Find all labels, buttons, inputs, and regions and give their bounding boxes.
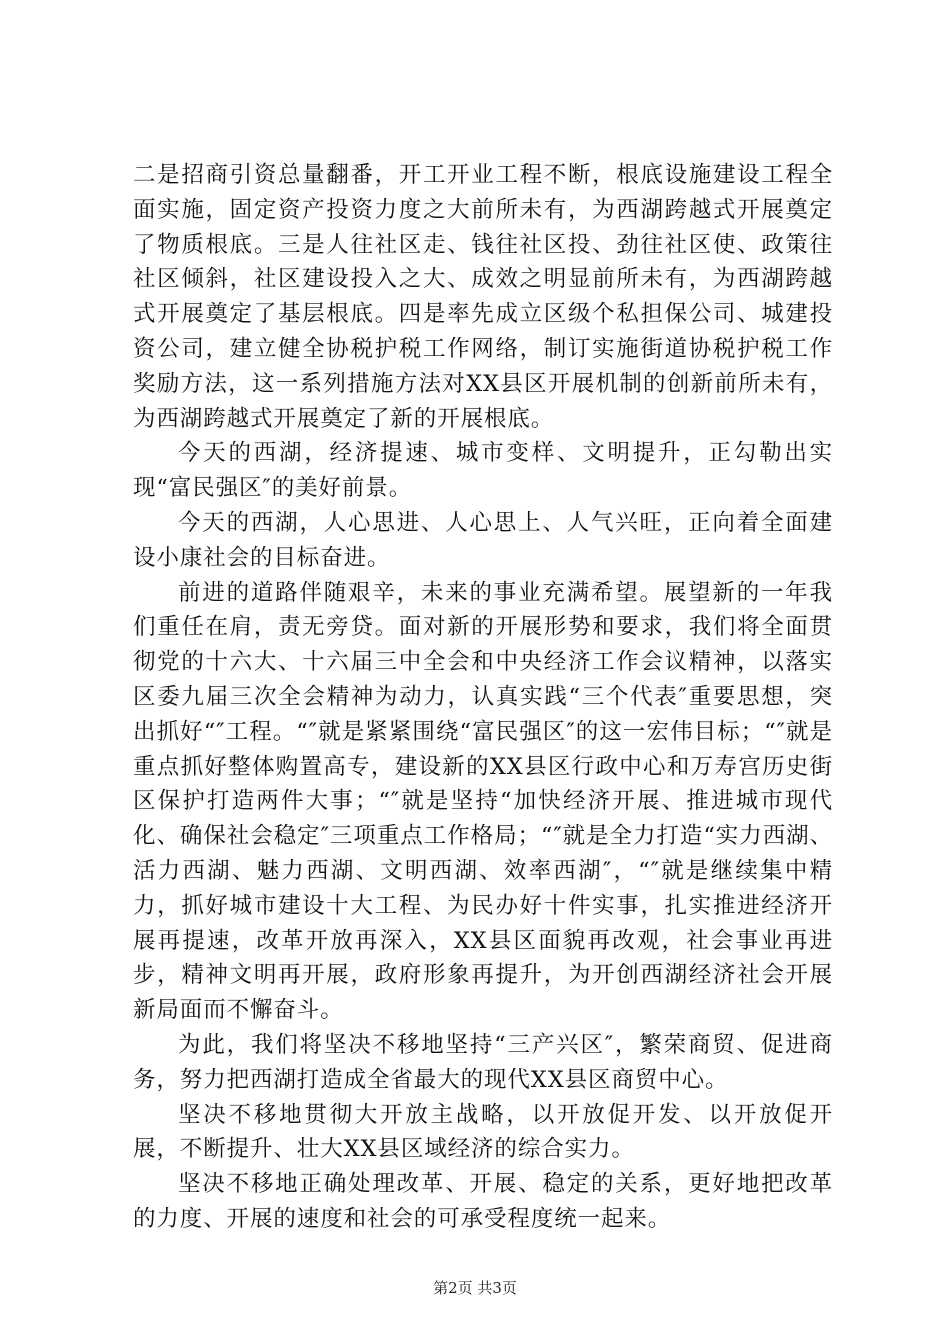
paragraph: 坚决不移地贯彻大开放主战略，以开放促开发、以开放促开展，不断提升、壮大XX县区域经济的综合实力。 bbox=[133, 1101, 833, 1163]
paragraph: 二是招商引资总量翻番，开工开业工程不断，根底设施建设工程全面实施，固定资产投资力度之大前所未有，为西湖跨越式开展奠定了物质根底。三是人往社区走、钱往社区投、劲往社区使、政策往社区倾斜，社区建设投入之大、成效之明显前所未有，为西湖跨越式开展奠定了基层根底。四是率先成立区级个私担保公司、城建投资公司，建立健全协税护税工作网络，制订实施街道协税护税工作奖励方法，这一系列措施方法对XX县区开展机制的创新前所未有，为西湖跨越式开展奠定了新的开展根底。 bbox=[133, 162, 833, 432]
paragraph: 前进的道路伴随艰辛，未来的事业充满希望。展望新的一年我们重任在肩，责无旁贷。面对新的开展形势和要求，我们将全面贯彻党的十六大、十六届三中全会和中央经济工作会议精神，以落实区委九届三次全会精神为动力，认真实践“三个代表″重要思想，突出抓好“″工程。“″就是紧紧围绕“富民强区″的这一宏伟目标；“″就是重点抓好整体购置高专，建设新的XX县区行政中心和万寿宫历史街区保护打造两件大事；“″就是坚持“加快经济开展、推进城市现代化、确保社会稳定″三项重点工作格局；“″就是全力打造“实力西湖、活力西湖、魅力西湖、文明西湖、效率西湖″，“″就是继续集中精力，抓好城市建设十大工程、为民办好十件实事，扎实推进经济开展再提速，改革开放再深入，XX县区面貌再改观，社会事业再进步，精神文明再开展，政府形象再提升，为开创西湖经济社会开展新局面而不懈奋斗。 bbox=[133, 579, 833, 1024]
paragraph: 为此，我们将坚决不移地坚持“三产兴区″，繁荣商贸、促进商务，努力把西湖打造成全省最大的现代XX县区商贸中心。 bbox=[133, 1031, 833, 1093]
page-number-footer: 第2页 共3页 bbox=[433, 1279, 517, 1297]
paragraph: 今天的西湖，经济提速、城市变样、文明提升，正勾勒出实现“富民强区″的美好前景。 bbox=[133, 440, 833, 502]
paragraph: 今天的西湖，人心思进、人心思上、人气兴旺，正向着全面建设小康社会的目标奋进。 bbox=[133, 509, 833, 571]
paragraph: 坚决不移地正确处理改革、开展、稳定的关系，更好地把改革的力度、开展的速度和社会的可承受程度统一起来。 bbox=[133, 1171, 833, 1232]
body-text bbox=[133, 158, 833, 1237]
